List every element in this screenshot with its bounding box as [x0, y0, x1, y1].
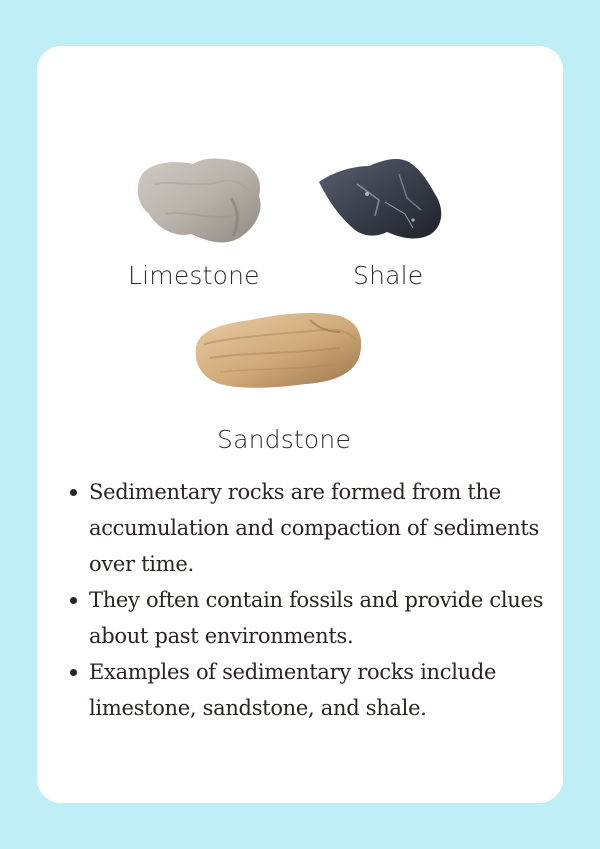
rock-label-sandstone: Sandstone: [217, 425, 352, 454]
info-card: [37, 46, 563, 803]
shale-rock-image: [317, 154, 447, 246]
sandstone-rock-image: [190, 310, 364, 392]
fact-item: Examples of sedimentary rocks include limestone, sandstone, and shale.: [73, 654, 553, 726]
rock-label-limestone: Limestone: [128, 261, 260, 290]
fact-item: Sedimentary rocks are formed from the accumulation and compaction of sediments over time.: [73, 474, 553, 582]
facts-list: [73, 474, 553, 726]
fact-item: They often contain fossils and provide clues about past environments.: [73, 582, 553, 654]
rock-label-shale: Shale: [353, 261, 424, 290]
limestone-rock-image: [135, 154, 265, 246]
